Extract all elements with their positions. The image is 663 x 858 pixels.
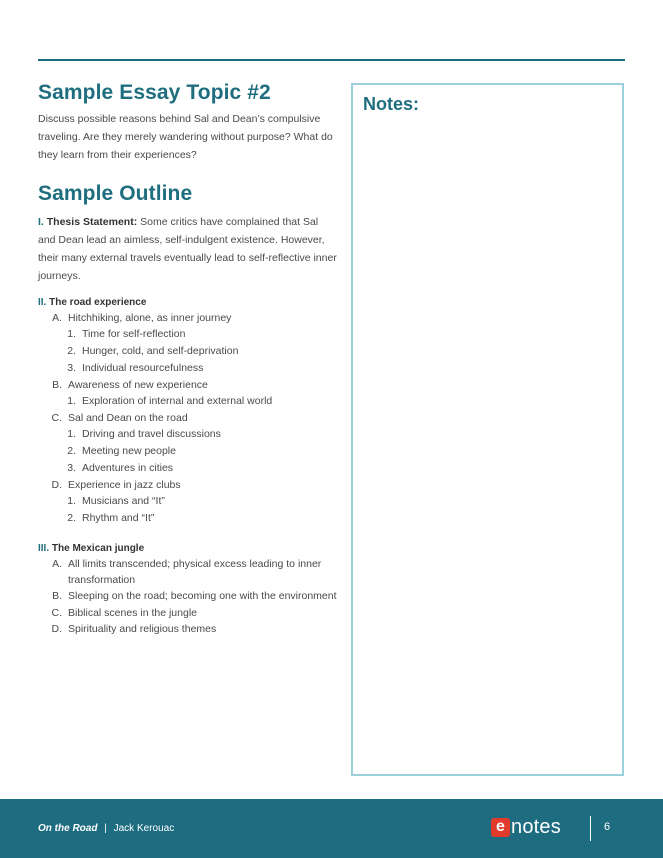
list-item: D. Experience in jazz clubs: [51, 478, 181, 491]
section-2-title: The road experience: [49, 297, 147, 308]
logo-wordmark: notes: [511, 816, 561, 838]
footer-divider: [590, 816, 591, 841]
enotes-logo[interactable]: [491, 816, 561, 838]
list-item: B. Sleeping on the road; becoming one with the environment: [52, 590, 337, 602]
section-3-title: The Mexican jungle: [51, 543, 145, 554]
essay-prompt: Discuss possible reasons behind Sal and Dean’s compulsive traveling. Are they merely wandering without purpose? What do they learn from their experiences?: [38, 113, 333, 161]
thesis-numeral: I.: [38, 216, 44, 228]
section-3-numeral: III.: [38, 543, 50, 554]
sub-list-item: 1. Exploration of internal and external world: [67, 395, 273, 407]
book-title: On the Road: [38, 823, 98, 834]
section-3-heading: [38, 541, 338, 556]
outline-heading: Sample Outline: [38, 182, 193, 205]
section-2-heading: [38, 295, 338, 310]
thesis-label: Thesis Statement:: [46, 216, 138, 228]
notes-box[interactable]: [351, 83, 624, 776]
list-item: D. Spirituality and religious themes: [51, 623, 217, 635]
sub-list-item: 3. Adventures in cities: [67, 462, 174, 474]
top-rule: [38, 59, 625, 61]
sub-list-item: 1. Time for self-reflection: [67, 328, 186, 340]
list-item: C. Biblical scenes in the jungle: [51, 606, 197, 619]
footer-separator: |: [104, 823, 107, 834]
list-item: C. Sal and Dean on the road: [51, 411, 188, 424]
sub-list-item: 2. Rhythm and “It”: [67, 512, 155, 524]
sub-list-item: 3. Individual resourcefulness: [67, 362, 204, 374]
logo-e-icon: e: [491, 818, 510, 837]
sub-list-item: 1. Musicians and “It”: [67, 495, 165, 507]
list-item: B. Awareness of new experience: [52, 378, 208, 391]
notes-title: Notes:: [363, 94, 420, 114]
thesis-text: Some critics have complained that Sal and Dean lead an aimless, self-indulgent existence. However, their many external travels eventually lead to self-reflective inner journeys.: [38, 216, 337, 282]
footer-title: [38, 823, 174, 834]
footer-bar: [0, 799, 663, 858]
list-item: A. All limits transcended; physical excess leading to inner transformation: [52, 558, 322, 586]
sub-list-item: 2. Hunger, cold, and self-deprivation: [67, 345, 239, 357]
list-item: A. Hitchhiking, alone, as inner journey: [52, 311, 232, 324]
sub-list-item: 2. Meeting new people: [67, 445, 176, 457]
page-number: 6: [604, 821, 611, 833]
author-name: Jack Kerouac: [113, 823, 175, 834]
thesis-statement: [38, 213, 338, 285]
essay-topic-heading: Sample Essay Topic #2: [38, 81, 271, 104]
content-column: [38, 80, 338, 638]
sub-list-item: 1. Driving and travel discussions: [67, 428, 221, 440]
section-2-numeral: II.: [38, 297, 47, 308]
